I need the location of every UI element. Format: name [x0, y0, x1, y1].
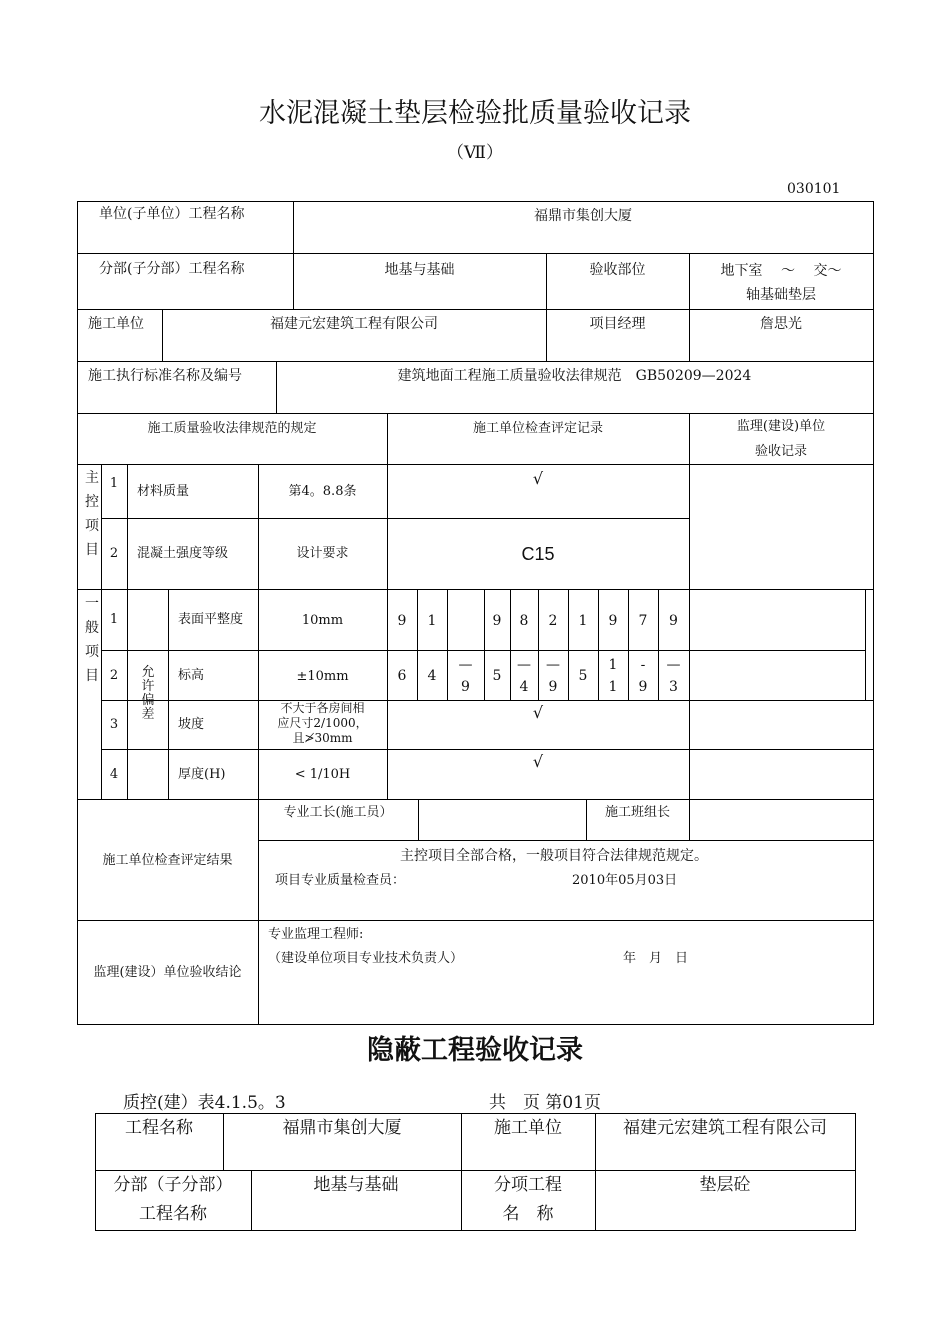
general-item-1-no: 1 [109, 612, 119, 627]
main-item-1-record: √ [532, 469, 544, 488]
general-item-2-std: ±10mm [296, 669, 349, 684]
division-label-line1: 分部（子分部） [113, 1175, 233, 1195]
construction-unit-value: 福建元宏建筑工程有限公司 [270, 316, 438, 332]
team-leader-label: 施工班组长 [604, 805, 670, 820]
general-item-3-no: 3 [109, 717, 119, 732]
measurement-cell: — 4 [517, 657, 531, 695]
unit-project-name-label: 单位(子单位）工程名称 [99, 206, 245, 222]
measurement-cell: 9 [492, 612, 502, 629]
general-item-2-no: 2 [109, 668, 119, 683]
construction-conclusion: 主控项目全部合格，一般项目符合法律规范规定。 [400, 848, 708, 864]
measurement-cell: - 9 [638, 657, 648, 695]
division-label-line2: 工程名称 [139, 1204, 207, 1224]
construction-unit-label: 施工单位 [88, 316, 144, 332]
measurement-cell: 8 [519, 612, 529, 629]
general-item-2-name: 标高 [178, 668, 205, 683]
quality-inspector-label: 项目专业质量检查员： [275, 873, 406, 888]
subitem-label-line1: 分项工程 [494, 1175, 562, 1195]
general-item-4-std: < 1/10H [294, 767, 351, 782]
acceptance-location-value-line1: 地下室 ～ 交～ [720, 263, 842, 279]
construction-result-label: 施工单位检查评定结果 [102, 853, 233, 868]
spec-header: 施工质量验收法律规范的规定 [147, 421, 317, 436]
main-item-2-no: 2 [109, 546, 119, 561]
measurement-cell: 9 [669, 612, 678, 629]
general-item-4-no: 4 [109, 767, 119, 782]
table-number: 质控(建）表4.1.5。3 [123, 1093, 286, 1113]
general-item-3-std-line1: 不大于各房间相 [280, 701, 365, 715]
page-subtitle: （Ⅶ） [447, 143, 503, 163]
division-project-name-label: 分部(子分部）工程名称 [99, 261, 245, 277]
subitem-value: 垫层砼 [699, 1175, 751, 1195]
measurement-cell: 1 1 [608, 657, 618, 695]
supervision-conclusion-label: 监理(建设）单位验收结论 [93, 965, 242, 980]
standard-value: 建筑地面工程施工质量验收法律规范 GB50209—2024 [397, 368, 752, 384]
main-item-1-std: 第4。8.8条 [288, 484, 357, 499]
main-item-1-no: 1 [109, 476, 119, 491]
owner-technical-lead-label: （建设单位项目专业技术负责人） [268, 951, 464, 966]
measurement-cell: 1 [427, 612, 437, 629]
division-value: 地基与基础 [313, 1175, 399, 1195]
acceptance-location-label: 验收部位 [589, 262, 646, 278]
measurement-cell [447, 593, 484, 648]
general-item-3-std-line3: 且≯30mm [292, 731, 353, 745]
project-name-label: 工程名称 [125, 1118, 193, 1138]
unit-project-name-value: 福鼎市集创大厦 [534, 208, 632, 224]
measurement-cell: 7 [638, 612, 648, 629]
general-item-4-record: √ [532, 752, 544, 771]
tolerance-label: 允许偏差 [141, 665, 155, 722]
main-item-1-name: 材料质量 [137, 484, 190, 499]
general-item-1-std: 10mm [301, 613, 344, 628]
general-item-3-record: √ [532, 703, 544, 722]
general-group-label: 一般项目 [85, 596, 99, 684]
measurement-cell: 1 [578, 612, 588, 629]
supervision-header-line1: 监理(建设)单位 [736, 419, 826, 434]
main-control-group-label: 主控项目 [85, 470, 99, 558]
measurement-cell: 5 [492, 668, 502, 684]
construction-result-date: 2010年05月03日 [572, 873, 678, 888]
division-project-name-value: 地基与基础 [384, 262, 455, 278]
main-item-2-name: 混凝土强度等级 [137, 546, 229, 561]
concealed-work-title: 隐蔽工程验收记录 [367, 1035, 583, 1066]
main-item-2-std: 设计要求 [296, 546, 349, 561]
page-title: 水泥混凝土垫层检验批质量验收记录 [259, 98, 691, 129]
measurement-cell: 5 [578, 668, 588, 684]
acceptance-location-value-line2: 轴基础垫层 [746, 287, 816, 303]
project-manager-label: 项目经理 [589, 316, 646, 332]
general-item-3-name: 坡度 [178, 717, 205, 732]
project-name-value: 福鼎市集创大厦 [282, 1118, 402, 1138]
subitem-label-line2: 名 称 [502, 1204, 554, 1224]
project-manager-value: 詹思光 [760, 316, 802, 332]
measurement-cell: — 9 [458, 657, 473, 695]
form-code: 030101 [787, 181, 841, 197]
record-header: 施工单位检查评定记录 [472, 421, 603, 436]
supervision-header-line2: 验收记录 [754, 444, 807, 459]
general-item-4-name: 厚度(H) [178, 767, 226, 782]
general-item-1-name: 表面平整度 [178, 612, 244, 627]
measurement-cell: 9 [608, 612, 618, 629]
measurement-cell: 9 [397, 612, 407, 629]
foreman-label: 专业工长(施工员） [283, 805, 393, 820]
measurement-cell: 4 [427, 668, 437, 684]
standard-label: 施工执行标准名称及编号 [88, 368, 242, 384]
measurement-cell: 6 [397, 668, 407, 684]
supervision-date: 年 月 日 [623, 951, 689, 966]
builder-value: 福建元宏建筑工程有限公司 [623, 1118, 827, 1138]
page-count: 共 页 第01页 [489, 1093, 602, 1113]
measurement-cell: — 9 [546, 657, 560, 695]
measurement-cell: 2 [548, 612, 558, 629]
supervising-engineer-label: 专业监理工程师: [268, 927, 364, 942]
builder-label: 施工单位 [494, 1118, 562, 1138]
measurement-cell: — 3 [666, 657, 681, 695]
general-item-3-std-line2: 应尺寸2/1000， [277, 716, 368, 730]
main-item-2-record: C15 [521, 544, 555, 564]
